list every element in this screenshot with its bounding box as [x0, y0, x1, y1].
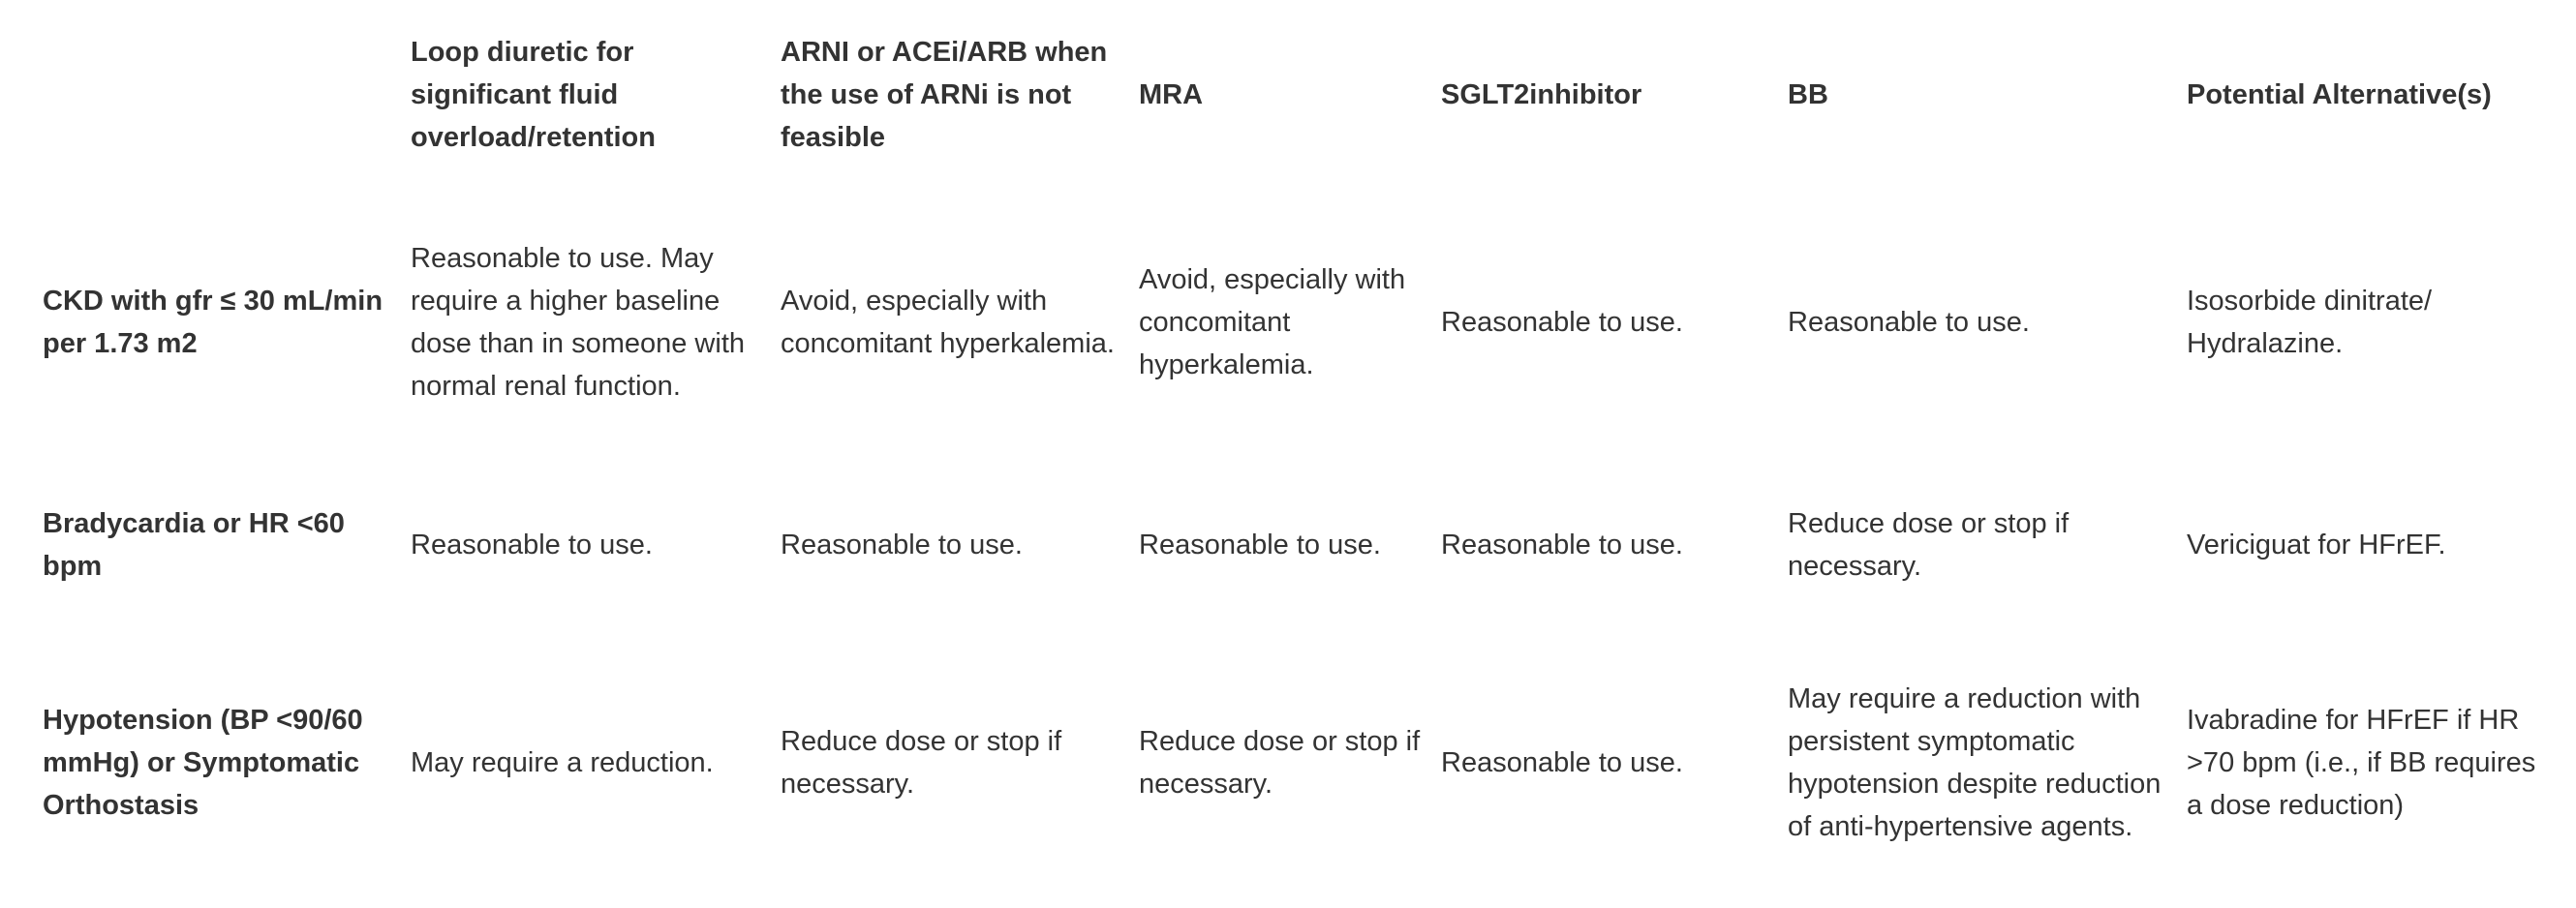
table-cell: Reasonable to use.: [1441, 530, 1683, 560]
table-cell: Reduce dose or stop if necessary.: [1139, 726, 1421, 800]
header-row: [33, 17, 2562, 172]
treatment-table: [33, 17, 2562, 908]
row-label: CKD with gfr ≤ 30 mL/min per 1.73 m2: [43, 286, 383, 359]
table-cell: May require a reduction.: [411, 747, 714, 778]
table-row-hypotension: [33, 618, 2562, 908]
row-label: Bradycardia or HR <60 bpm: [43, 508, 345, 582]
table-row-ckd: [33, 172, 2562, 472]
table-cell: Isosorbide dinitrate/ Hydralazine.: [2187, 286, 2433, 359]
table-cell: Reasonable to use.: [411, 530, 653, 560]
table-cell: May require a reduction with persistent symptomatic hypotension despite reduction of anti-hypertensive agents.: [1788, 683, 2162, 842]
table-cell: Avoid, especially with concomitant hyperkalemia.: [1139, 264, 1406, 380]
row-label: Hypotension (BP <90/60 mmHg) or Symptomatic Orthostasis: [43, 705, 363, 821]
table-cell: Reduce dose or stop if necessary.: [781, 726, 1062, 800]
header-cell-mra: MRA: [1139, 79, 1204, 110]
table-cell: Reasonable to use.: [781, 530, 1023, 560]
table-cell: Reasonable to use.: [1139, 530, 1381, 560]
table-row-bradycardia: [33, 472, 2562, 618]
table-cell: Vericiguat for HFrEF.: [2187, 530, 2446, 560]
header-cell-bb: BB: [1788, 79, 1828, 110]
header-cell-alternatives: Potential Alternative(s): [2187, 79, 2492, 110]
table-cell: Reasonable to use. May require a higher baseline dose than in someone with normal renal function.: [411, 243, 745, 402]
table-cell: Reasonable to use.: [1788, 307, 2030, 338]
table-cell: Reasonable to use.: [1441, 307, 1683, 338]
table-cell: Reasonable to use.: [1441, 747, 1683, 778]
table-cell: Reduce dose or stop if necessary.: [1788, 508, 2070, 582]
header-cell-arni: ARNI or ACEi/ARB when the use of ARNi is not feasible: [781, 37, 1108, 153]
table-cell: Avoid, especially with concomitant hyperkalemia.: [781, 286, 1115, 359]
header-cell-loop-diuretic: Loop diuretic for significant fluid overload/retention: [411, 37, 656, 153]
header-cell-empty: [33, 17, 401, 172]
table-cell: Ivabradine for HFrEF if HR >70 bpm (i.e., if BB requires a dose reduction): [2187, 705, 2536, 821]
header-cell-sglt2: SGLT2inhibitor: [1441, 79, 1642, 110]
